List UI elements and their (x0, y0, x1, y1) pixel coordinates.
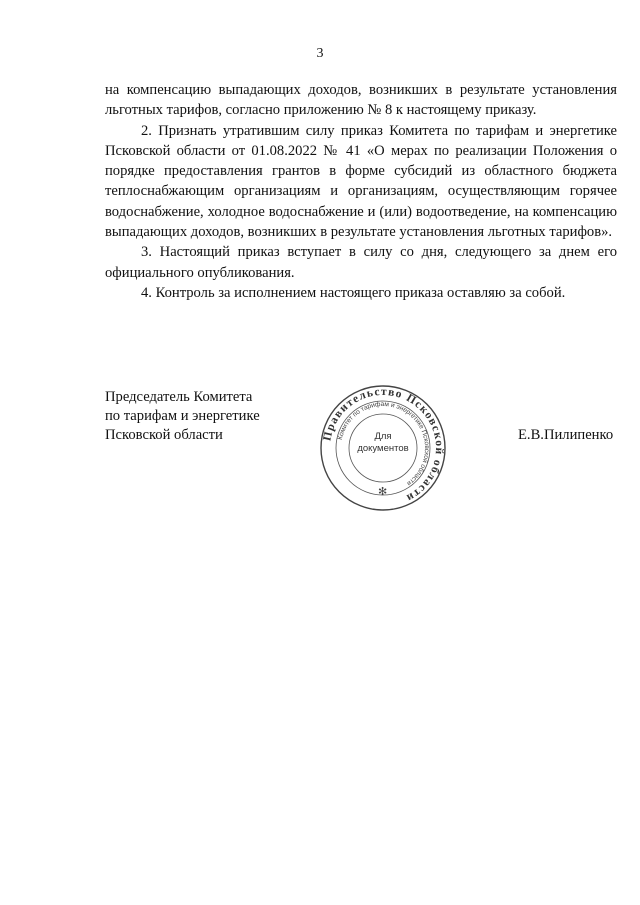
signatory-position-line: Псковской области (105, 427, 223, 443)
signatory-position-line: Председатель Комитета (105, 389, 253, 405)
seal-outer-text: Правительство Псковской области (321, 385, 446, 505)
paragraph-2: 2. Признать утратившим силу приказ Комитета по тарифам и энергетике Псковской области от 01.08.2022 № 41 «О мерах по реализации Положения о порядке предоставления грантов в форме субсидий из областного бюджета теплоснабжающим организациям и организациям, осуществляющим горячее водоснабжение, холодное водоснабжение и (или) водоотведение, на компенсацию выпадающих доходов, возникших в результате установления льготных тарифов». (105, 122, 617, 241)
seal-inner-text: Комитет по тарифам и энергетике Псковской области (336, 400, 431, 487)
paragraph-continuation: на компенсацию выпадающих доходов, возникших в результате установления льготных тарифов, согласно приложению № 8 к настоящему приказу. (105, 82, 617, 119)
document-body (105, 80, 617, 303)
signatory-position-line: по тарифам и энергетике (105, 408, 260, 424)
paragraph-4: 4. Контроль за исполнением настоящего приказа оставляю за собой. (141, 284, 566, 301)
seal-center-line: Для (374, 431, 392, 442)
seal-star-icon: ✻ (378, 486, 388, 498)
signatory-name: Е.В.Пилипенко (518, 427, 614, 443)
page-number: 3 (316, 46, 324, 61)
seal-center-line: документов (357, 443, 409, 454)
signatory-position (105, 388, 260, 445)
official-seal (318, 383, 448, 513)
paragraph-3: 3. Настоящий приказ вступает в силу со дня, следующего за днем его официального опубликования. (105, 244, 617, 281)
seal-center-label (348, 431, 418, 455)
